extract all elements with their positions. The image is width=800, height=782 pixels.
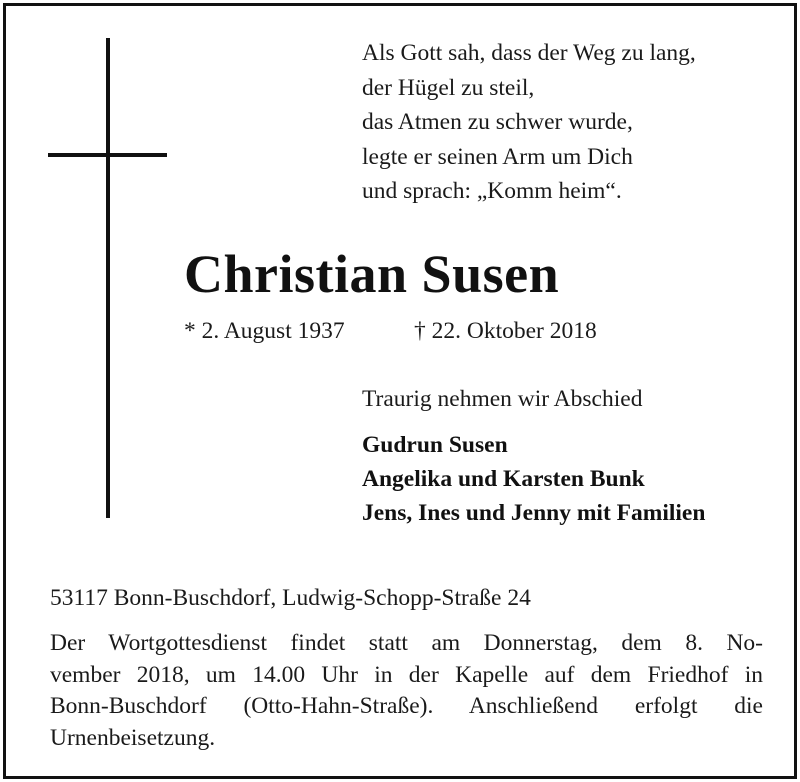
family-member: Jens, Ines und Jenny mit Familien bbox=[362, 500, 706, 526]
service-info bbox=[50, 628, 763, 754]
death-date: † 22. Oktober 2018 bbox=[414, 318, 597, 344]
poem-line: und sprach: „Komm heim“. bbox=[362, 178, 622, 204]
family-member: Gudrun Susen bbox=[362, 432, 508, 458]
family-member: Angelika und Karsten Bunk bbox=[362, 466, 645, 492]
cross-horizontal-bar bbox=[48, 153, 167, 157]
poem-line: der Hügel zu steil, bbox=[362, 74, 535, 101]
poem-line: legte er seinen Arm um Dich bbox=[362, 143, 633, 170]
poem-line: Als Gott sah, dass der Weg zu lang, bbox=[362, 40, 696, 66]
birth-date: * 2. August 1937 bbox=[184, 318, 345, 344]
obituary-frame bbox=[3, 3, 797, 779]
address: 53117 Bonn-Buschdorf, Ludwig-Schopp-Straße 24 bbox=[50, 585, 531, 611]
deceased-name: Christian Susen bbox=[184, 244, 560, 304]
cross-vertical-bar bbox=[106, 38, 110, 518]
poem bbox=[362, 36, 696, 209]
poem-line: das Atmen zu schwer wurde, bbox=[362, 109, 633, 135]
family-list bbox=[362, 428, 705, 530]
life-dates bbox=[184, 315, 597, 347]
service-info-line: Der Wortgottesdienst findet statt am Donnerstag, dem 8. No- bbox=[50, 630, 763, 656]
service-info-line: vember 2018, um 14.00 Uhr in der Kapelle auf dem Friedhof in bbox=[50, 661, 763, 688]
service-info-line: Bonn-Buschdorf (Otto-Hahn-Straße). Anschließend erfolgt die bbox=[50, 693, 763, 719]
mourning-line: Traurig nehmen wir Abschied bbox=[362, 386, 643, 412]
service-info-line: Urnenbeisetzung. bbox=[50, 724, 216, 751]
